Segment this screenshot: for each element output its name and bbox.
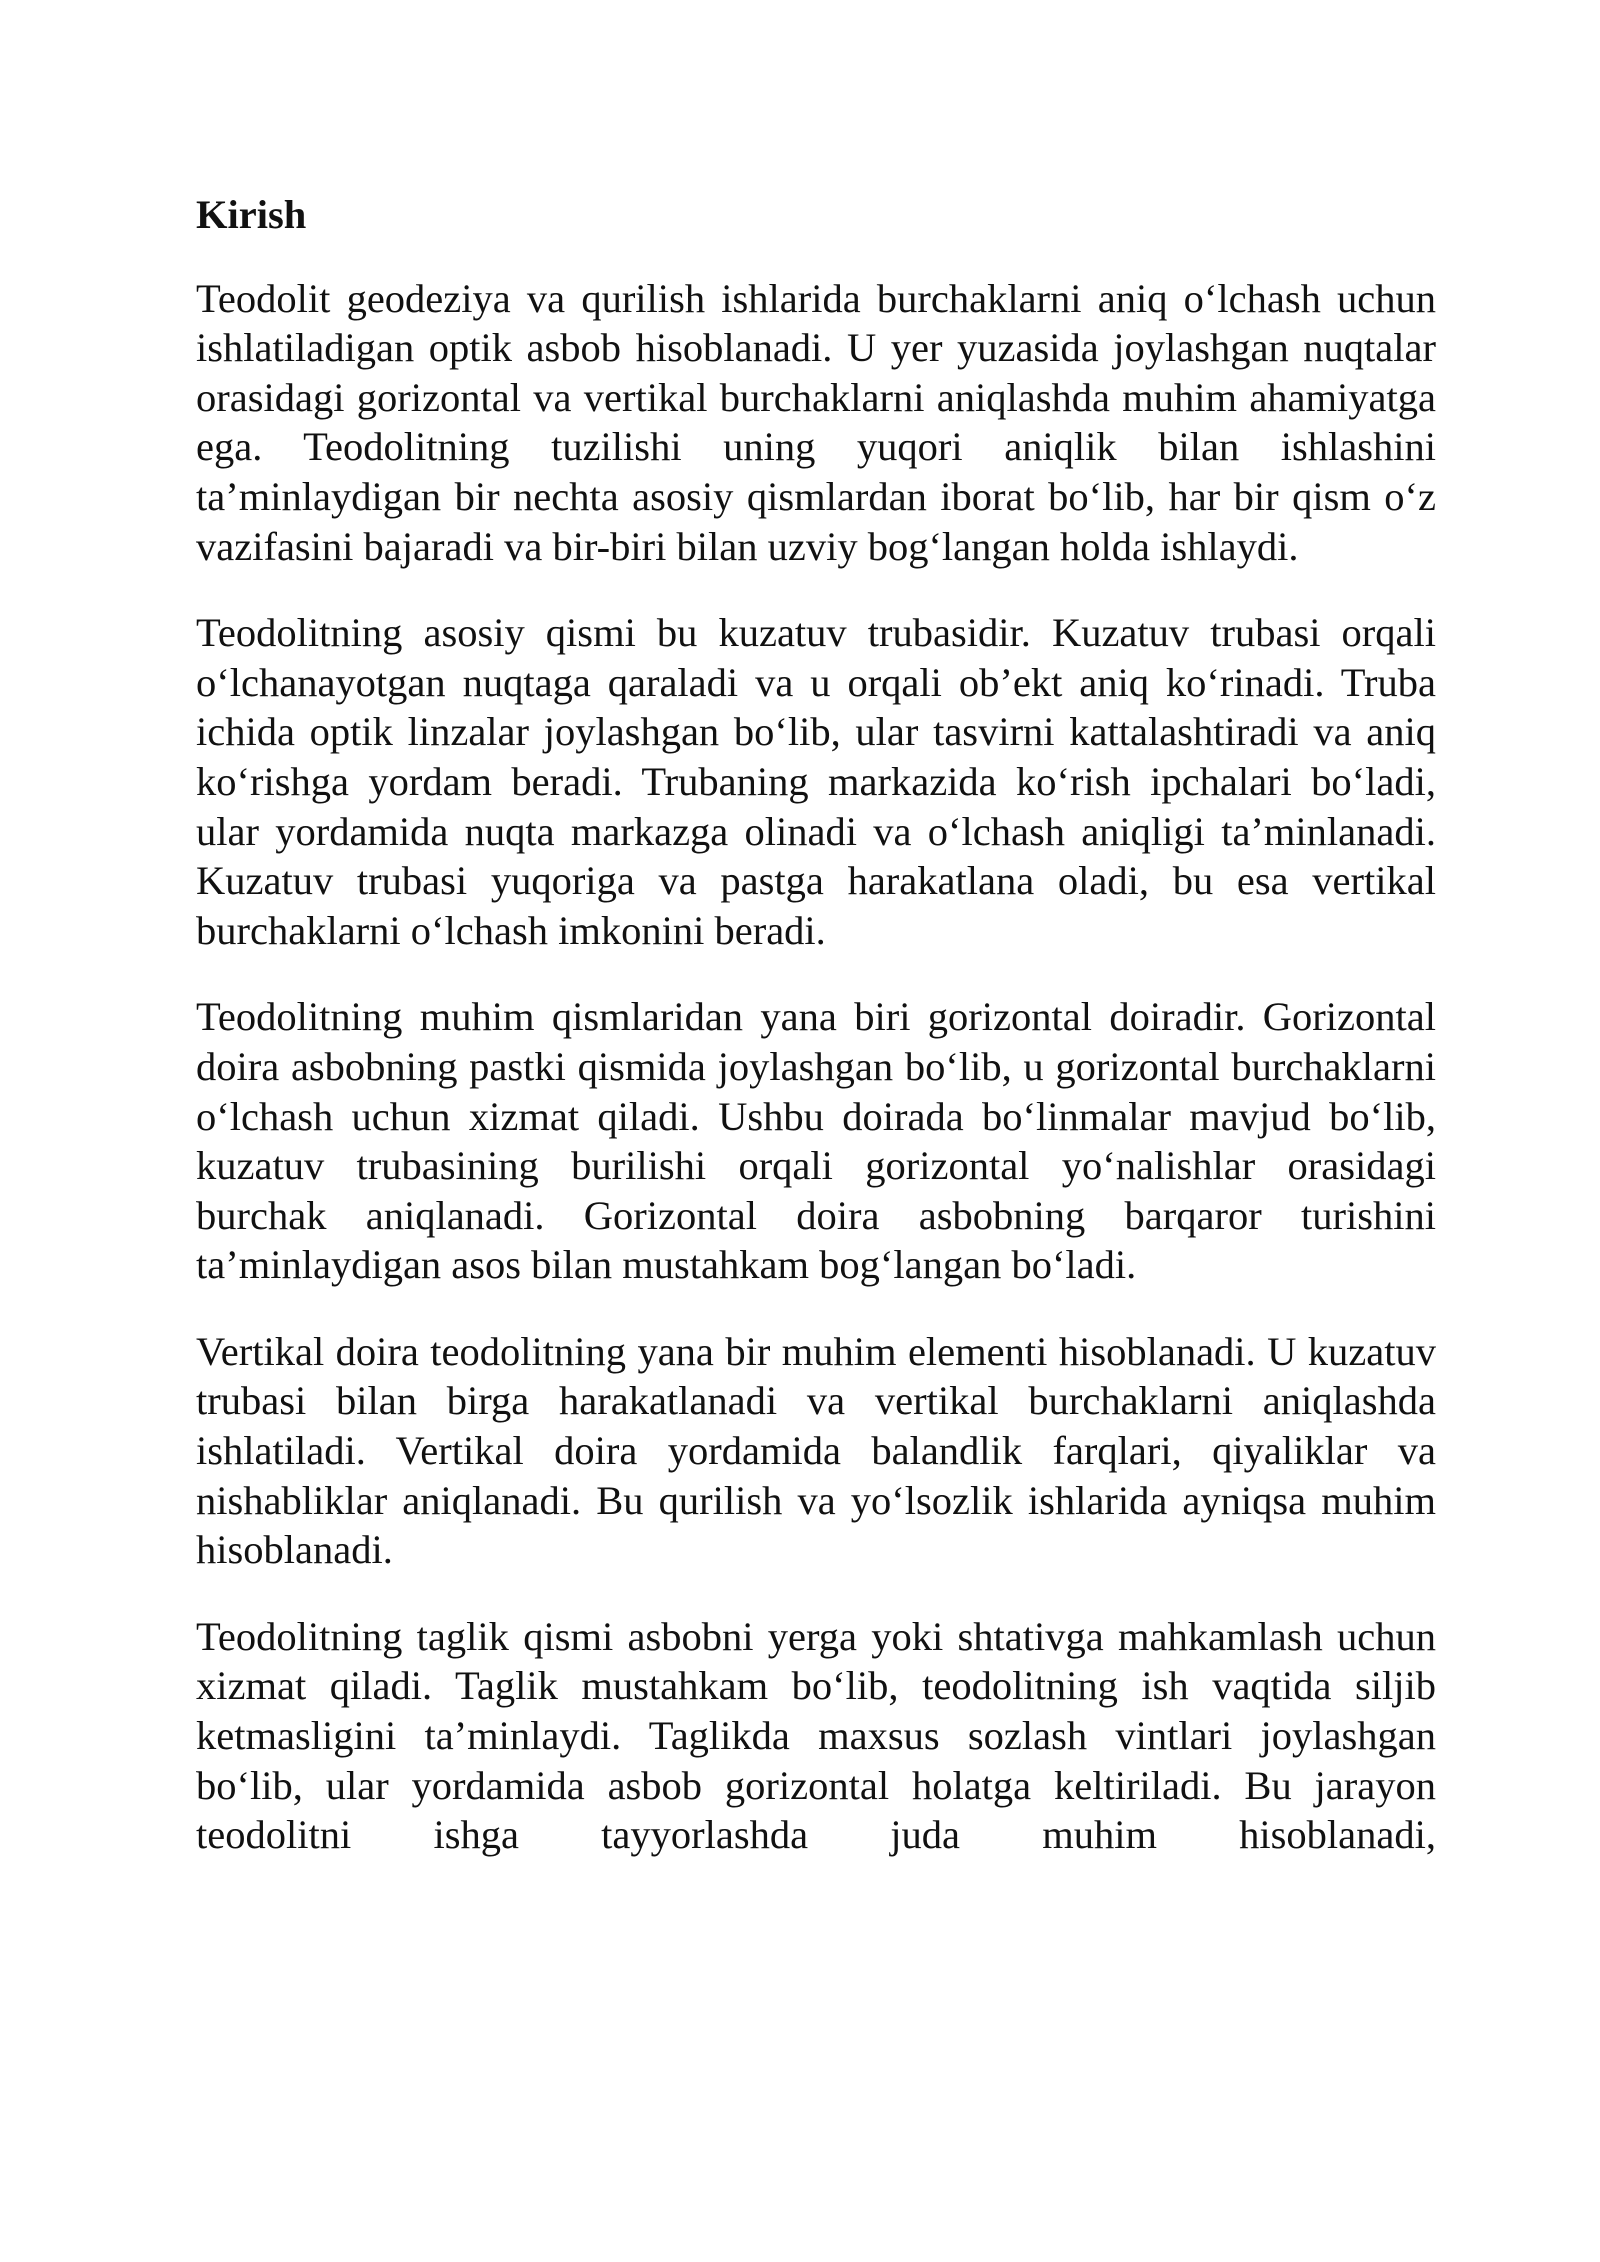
paragraph-4: Vertikal doira teodolitning yana bir muhim elementi hisoblanadi. U kuzatuv trubasi bilan birga harakatlanadi va vertikal burchaklarni aniqlashda ishlatiladi. Vertikal doira yordamida balandlik farqlari, qiyaliklar va nishabliklar aniqlanadi. Bu qurilish va yo‘lsozlik ishlarida ayniqsa muhim hisoblanadi. — [196, 1328, 1436, 1573]
section-heading: Kirish — [196, 192, 307, 237]
paragraph-1: Teodolit geodeziya va qurilish ishlarida burchaklarni aniq o‘lchash uchun ishlatiladigan optik asbob hisoblanadi. U yer yuzasida joylashgan nuqtalar orasidagi gorizontal va vertikal burchaklarni aniqlashda muhim ahamiyatga ega. Teodolitning tuzilishi uning yuqori aniqlik bilan ishlashini ta’minlaydigan bir nechta asosiy qismlardan iborat bo‘lib, har bir qism o‘z vazifasini bajaradi va bir-biri bilan uzviy bog‘langan holda ishlaydi. — [196, 275, 1436, 569]
document-body — [196, 190, 1436, 1860]
paragraph-3: Teodolitning muhim qismlaridan yana biri gorizontal doiradir. Gorizontal doira asbobning pastki qismida joylashgan bo‘lib, u gorizontal burchaklarni o‘lchash uchun xizmat qiladi. Ushbu doirada bo‘linmalar mavjud bo‘lib, kuzatuv trubasining burilishi orqali gorizontal yo‘nalishlar orasidagi burchak aniqlanadi. Gorizontal doira asbobning barqaror turishini ta’minlaydigan asos bilan mustahkam bog‘langan bo‘ladi. — [196, 994, 1436, 1288]
paragraph-5: Teodolitning taglik qismi asbobni yerga yoki shtativga mahkamlash uchun xizmat qiladi. Taglik mustahkam bo‘lib, teodolitning ish vaqtida siljib ketmasligini ta’minlaydi. Taglikda maxsus sozlash vintlari joylashgan bo‘lib, ular yordamida asbob gorizontal holatga keltiriladi. Bu jarayon teodolitni ishga tayyorlashda juda muhim hisoblanadi, — [196, 1613, 1436, 1858]
paragraph-2: Teodolitning asosiy qismi bu kuzatuv trubasidir. Kuzatuv trubasi orqali o‘lchanayotgan nuqtaga qaraladi va u orqali ob’ekt aniq ko‘rinadi. Truba ichida optik linzalar joylashgan bo‘lib, ular tasvirni kattalashtiradi va aniq ko‘rishga yordam beradi. Trubaning markazida ko‘rish ipchalari bo‘ladi, ular yordamida nuqta markazga olinadi va o‘lchash aniqligi ta’minlanadi. Kuzatuv trubasi yuqoriga va pastga harakatlana oladi, bu esa vertikal burchaklarni o‘lchash imkonini beradi. — [196, 610, 1436, 953]
